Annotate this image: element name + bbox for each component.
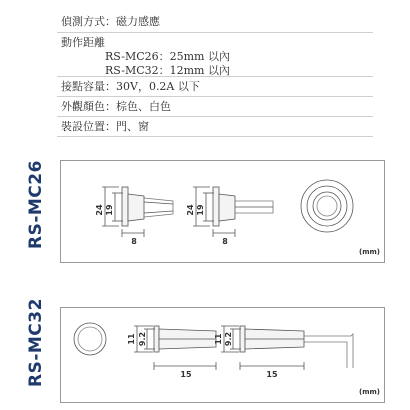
mc32-dim-inner-2: 9.2 [224, 331, 233, 347]
mc32-dim-length-2: 15 [266, 370, 278, 379]
spec-color: 外觀顏色：棕色、白色 [57, 97, 373, 117]
mc26-dim-width: 8 [131, 237, 137, 246]
mc26-unit: (mm) [359, 248, 380, 256]
spec-detection: 偵測方式：磁力感應 [57, 12, 373, 33]
model-label-mc32: RS-MC32 [26, 298, 46, 387]
mc26-dim-width-2: 8 [222, 237, 228, 246]
spec-contact: 接點容量：30V，0.2A 以下 [57, 77, 373, 97]
diagram-box-mc32 [60, 307, 385, 403]
spec-distance-label: 動作距離 [61, 36, 105, 49]
mc32-dim-length: 15 [180, 370, 192, 379]
mc32-unit: (mm) [359, 388, 380, 396]
mc32-dim-height: 11 [127, 333, 136, 345]
mc32-dim-inner: 9.2 [138, 331, 147, 347]
diagram-mc26 [61, 161, 384, 262]
mc26-dim-inner-2: 19 [196, 204, 205, 216]
spec-list [57, 12, 373, 137]
mc32-side-view-2 [221, 326, 353, 370]
mc26-dim-height: 24 [95, 204, 104, 216]
spec-install: 裝設位置：門、窗 [57, 117, 373, 137]
mc26-side-view-2 [193, 187, 273, 237]
spec-distance-mc32: RS-MC32：12mm 以內 [105, 64, 230, 77]
mc26-dim-inner: 19 [105, 204, 114, 216]
mc26-front-view [301, 180, 353, 232]
diagram-box-mc26 [60, 160, 385, 263]
model-label-mc26: RS-MC26 [26, 160, 46, 249]
mc32-dim-height-2: 11 [214, 333, 223, 345]
diagram-mc32 [61, 308, 384, 402]
mc26-dim-height-2: 24 [186, 204, 195, 216]
spec-distance-mc26: RS-MC26：25mm 以內 [105, 50, 230, 63]
spec-distance [57, 33, 373, 77]
mc32-end-view [74, 323, 106, 355]
